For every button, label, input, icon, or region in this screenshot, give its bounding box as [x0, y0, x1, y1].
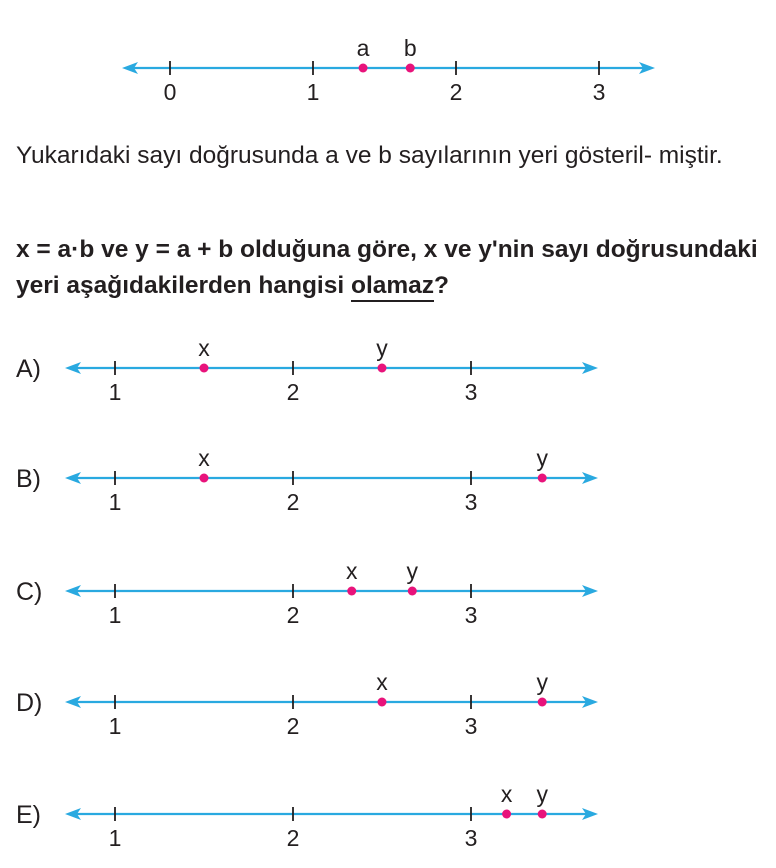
- option-b-line-tick-label-2: 2: [286, 489, 300, 515]
- option-e-line-tick-label-3: 3: [464, 825, 478, 851]
- option-e-line-tick-label-1: 1: [108, 825, 122, 851]
- option-e-line-tick-label-2: 2: [286, 825, 300, 851]
- option-c-line-point-label-x: x: [345, 558, 358, 584]
- question-main-suffix: ?: [434, 272, 450, 299]
- option-c-line-point-x: [347, 587, 356, 596]
- option-d-line-point-label-y: y: [536, 669, 548, 695]
- option-d-line-point-x: [378, 698, 387, 707]
- option-b-line-tick-label-1: 1: [108, 489, 122, 515]
- top-line-point-a: [359, 64, 368, 73]
- option-d-line-tick-label-1: 1: [108, 713, 122, 739]
- top-line-tick-label-3: 3: [592, 79, 606, 105]
- option-e-line-point-label-x: x: [500, 781, 513, 807]
- option-c-line-tick-label-2: 2: [286, 602, 300, 628]
- top-number-line: [0, 30, 776, 110]
- option-d-line-point-y: [538, 698, 547, 707]
- option-c-line-point-y: [408, 587, 417, 596]
- option-d-letter: D): [16, 689, 43, 717]
- option-b-line-tick-label-3: 3: [464, 489, 478, 515]
- question-main-prefix: x = a·b ve y = a + b olduğuna göre, x ve y'nin sayı doğrusundaki yeri aşağıdakilerden hangisi: [16, 236, 758, 299]
- top-line-point-b: [406, 64, 415, 73]
- option-a-line-tick-label-2: 2: [286, 379, 300, 405]
- option-b-letter: B): [16, 465, 41, 493]
- top-line-point-label-a: a: [356, 35, 370, 61]
- option-e-line-point-y: [538, 810, 547, 819]
- option-a-number-line: [0, 330, 776, 410]
- option-d-line-tick-label-3: 3: [464, 713, 478, 739]
- option-c-letter: C): [16, 578, 43, 606]
- question-intro: Yukarıdaki sayı doğrusunda a ve b sayılarının yeri gösteril- miştir.: [16, 142, 723, 169]
- option-a-line-point-x: [200, 364, 209, 373]
- option-e-letter: E): [16, 801, 41, 829]
- option-a-line-point-y: [378, 364, 387, 373]
- option-b-line-point-x: [200, 474, 209, 483]
- option-b-line-point-y: [538, 474, 547, 483]
- option-a-letter: A): [16, 355, 41, 383]
- top-line-tick-label-0: 0: [163, 79, 177, 105]
- option-c-line-tick-label-3: 3: [464, 602, 478, 628]
- option-a-line-tick-label-1: 1: [108, 379, 122, 405]
- option-e-number-line: [0, 776, 776, 856]
- option-a-line-point-label-x: x: [198, 335, 210, 361]
- option-b-number-line: [0, 440, 776, 520]
- option-a-line-tick-label-3: 3: [464, 379, 478, 405]
- top-line-tick-label-2: 2: [449, 79, 463, 105]
- question-main: [16, 232, 772, 304]
- option-d-line-point-label-x: x: [376, 669, 388, 695]
- option-e-line-point-x: [502, 810, 511, 819]
- option-a-line-point-label-y: y: [376, 335, 388, 361]
- option-c-line-point-label-y: y: [406, 558, 419, 584]
- option-c-number-line: [0, 553, 776, 633]
- option-c-line-tick-label-1: 1: [108, 602, 122, 628]
- option-e-line-point-label-y: y: [536, 781, 548, 807]
- option-d-number-line: [0, 664, 776, 744]
- option-d-line-tick-label-2: 2: [286, 713, 300, 739]
- top-line-point-label-b: b: [403, 35, 417, 61]
- question-main-underlined: olamaz: [351, 272, 434, 302]
- option-b-line-point-label-x: x: [198, 445, 210, 471]
- top-line-tick-label-1: 1: [306, 79, 320, 105]
- option-b-line-point-label-y: y: [536, 445, 548, 471]
